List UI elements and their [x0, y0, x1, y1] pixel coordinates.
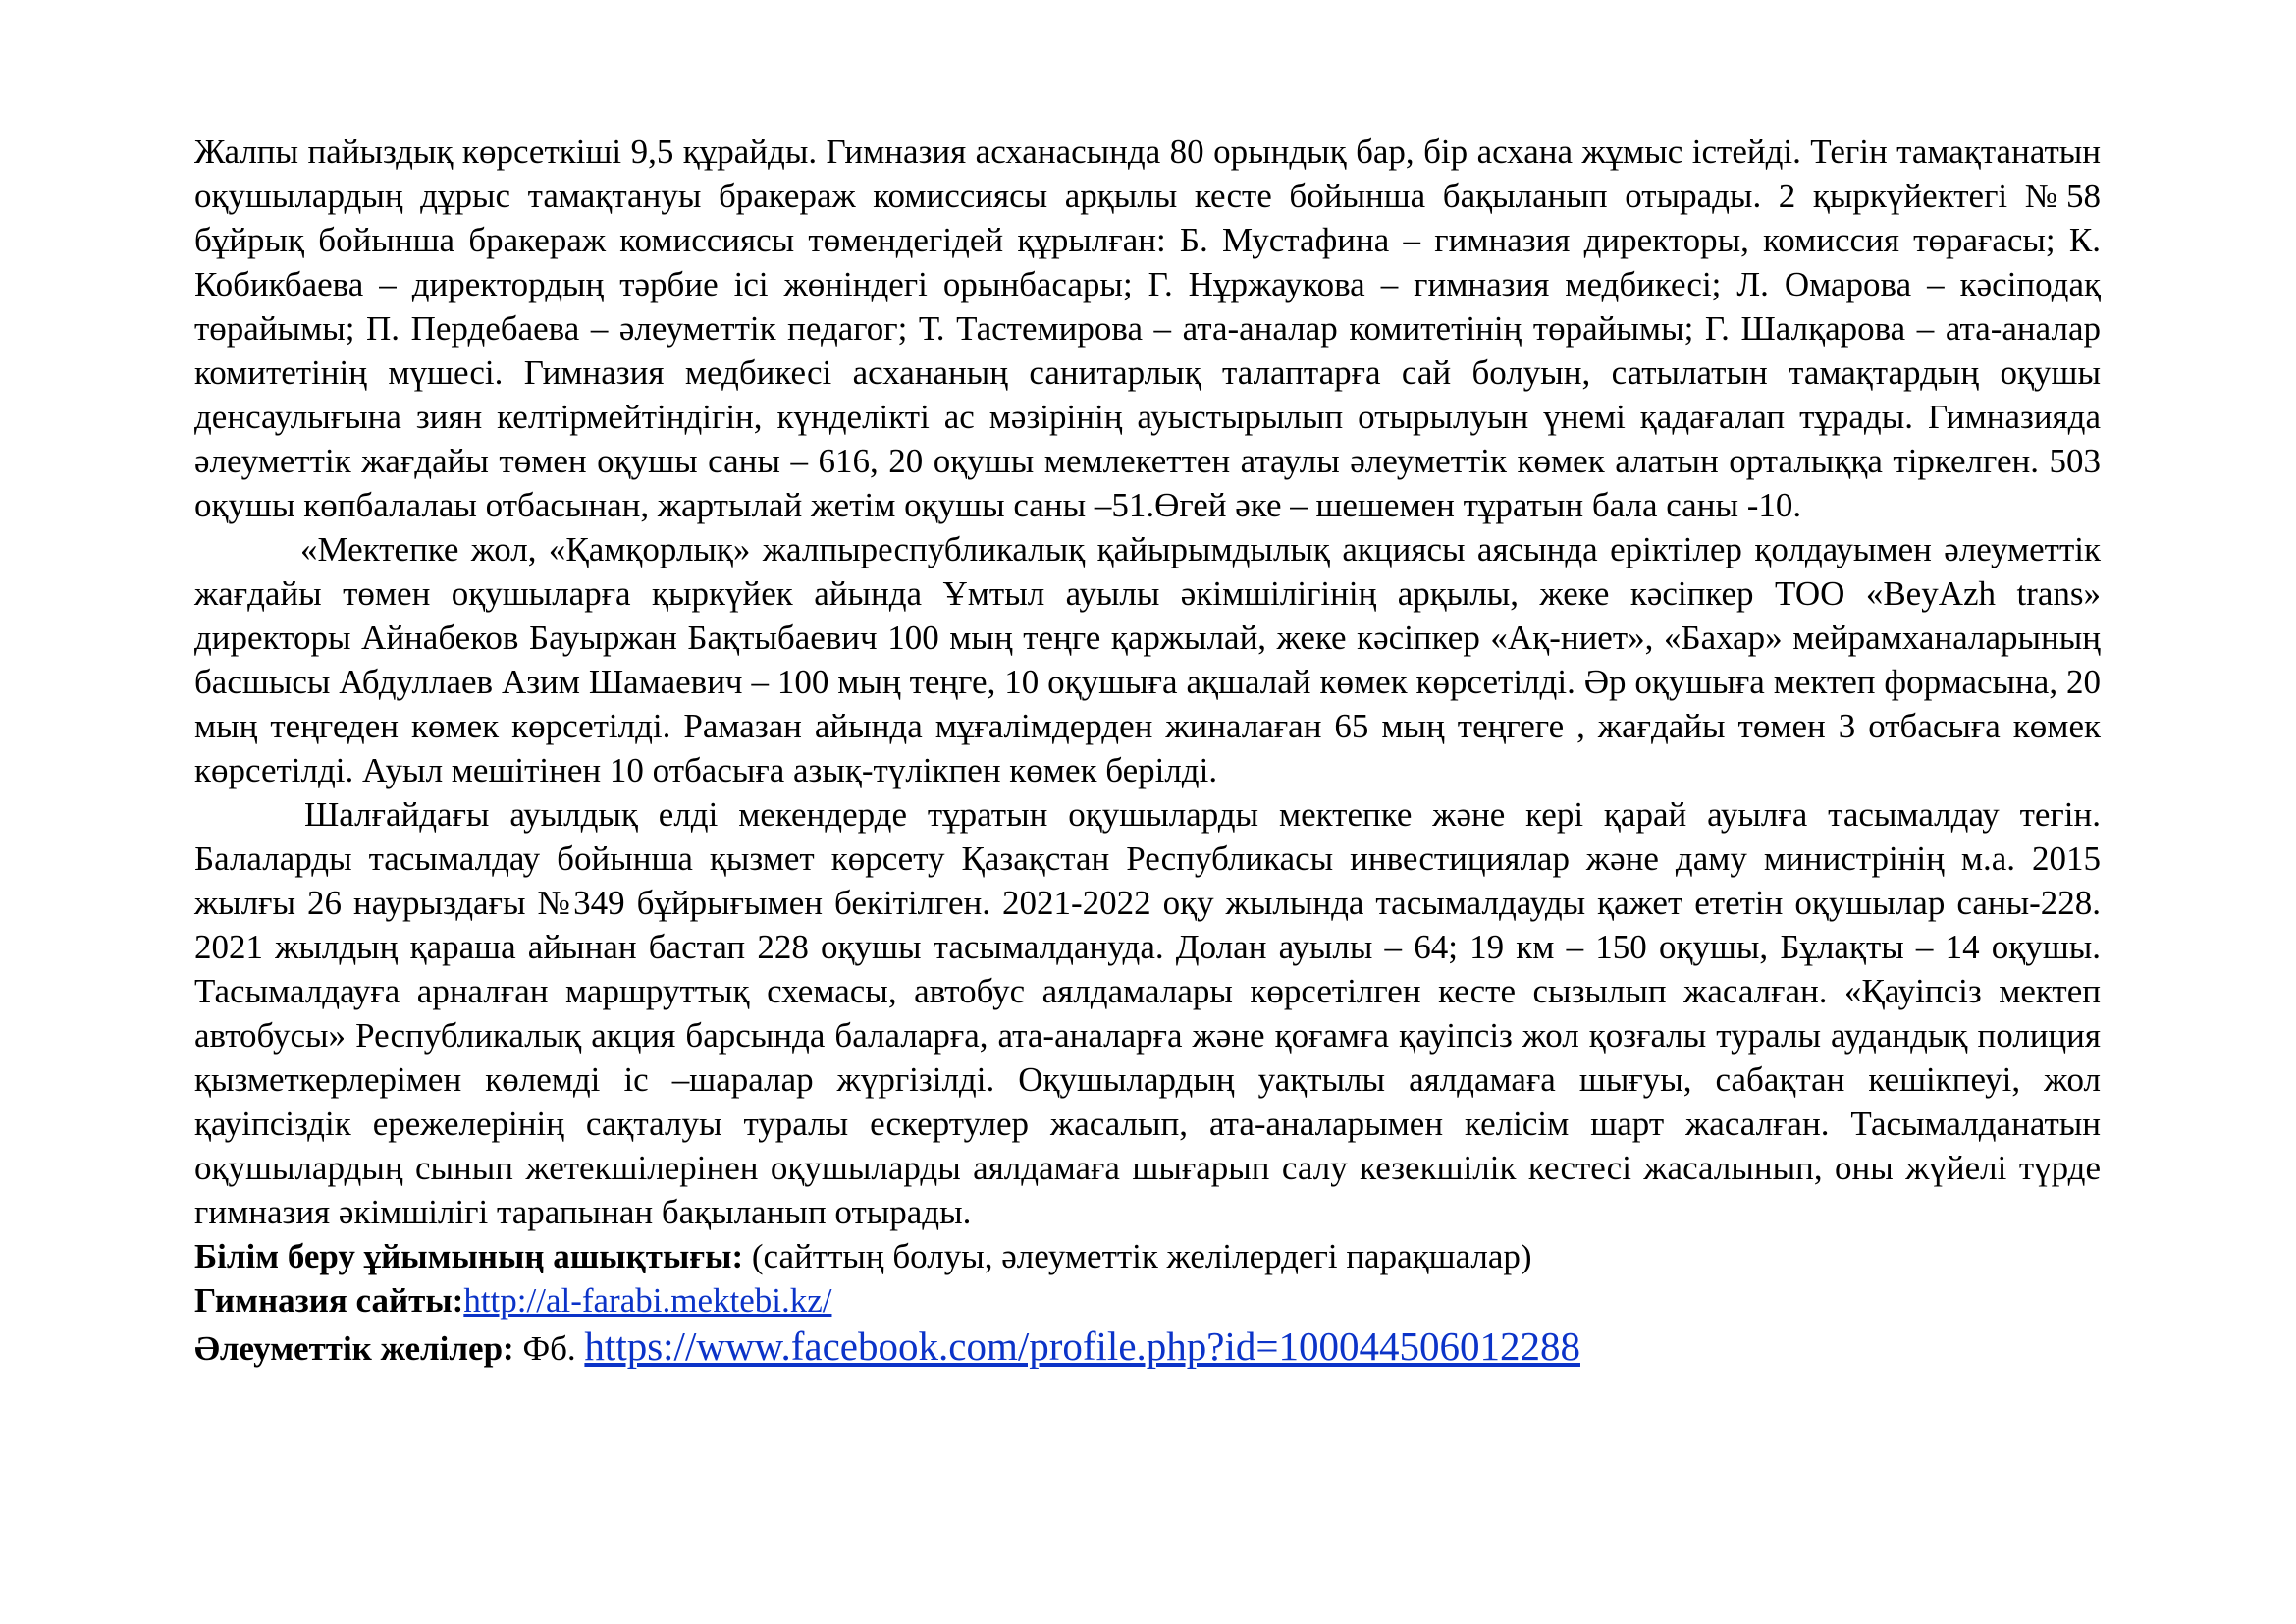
openness-line: [194, 1234, 2101, 1278]
website-label: Гимназия сайты:: [194, 1281, 464, 1320]
paragraph-transport: Шалғайдағы ауылдық елді мекендерде тұратын оқушыларды мектепке және кері қарай ауылға тасымалдау тегін. Балаларды тасымалдау бойынша қызмет көрсету Қазақстан Республикасы инвестициялар және даму министрінің м.а. 2015 жылғы 26 наурыздағы №349 бұйрығымен бекітілген. 2021-2022 оқу жылында тасымалдауды қажет ететін оқушылар саны-228. 2021 жылдың қараша айынан бастап 228 оқушы тасымалдануда. Долан ауылы – 64; 19 км – 150 оқушы, Бұлақты – 14 оқушы. Тасымалдауға арналған маршруттық схемасы, автобус аялдамалары көрсетілген кесте сызылып жасалған. «Қауіпсіз мектеп автобусы» Республикалық акция барсында балаларға, ата-аналарға және қоғамға қауіпсіз жол қозғалы туралы аудандық полиция қызметкерлерімен көлемді іс –шаралар жүргізілді. Оқушылардың уақтылы аялдамаға шығуы, сабақтан кешікпеуі, жол қауіпсіздік ережелерінің сақталуы туралы ескертулер жасалып, ата-аналарымен келісім шарт жасалған. Тасымалданатын оқушылардың сынып жетекшілерінен оқушыларды аялдамаға шығарып салу кезекшілік кестесі жасалынып, оны жүйелі түрде гимназия әкімшілігі тарапынан бақыланып отырады.: [194, 795, 2101, 1231]
social-prefix: Фб.: [513, 1329, 585, 1368]
website-line: [194, 1278, 2101, 1323]
paragraph-canteen: Жалпы пайыздық көрсеткіші 9,5 құрайды. Гимназия асханасында 80 орындық бар, бір асхана жұмыс істейді. Тегін тамақтанатын оқушылардың дұрыс тамақтануы бракераж комиссиясы арқылы кесте бойынша бақыланып отырады. 2 қыркүйектегі №58 бұйрық бойынша бракераж комиссиясы төмендегідей құрылған: Б. Мустафина – гимназия директоры, комиссия төрағасы; К. Кобикбаева – директордың тәрбие ісі жөніндегі орынбасары; Г. Нұржаукова – гимназия медбикесі; Л. Омарова – кәсіподақ төрайымы; П. Пердебаева – әлеуметтік педагог; Т. Тастемирова – ата-аналар комитетінің төрайымы; Г. Шалқарова – ата-аналар комитетінің мүшесі. Гимназия медбикесі асхананың санитарлық талаптарға сай болуын, сатылатын тамақтардың оқушы денсаулығына зиян келтірмейтіндігін, күнделікті ас мәзірінің ауыстырылып отырылуын үнемі қадағалап тұрады. Гимназияда әлеуметтік жағдайы төмен оқушы саны – 616, 20 оқушы мемлекеттен атаулы әлеуметтік көмек алатын орталыққа тіркелген. 503 оқушы көпбалалаы отбасынан, жартылай жетім оқушы саны –51.Өгей әке – шешемен тұратын бала саны -10.: [194, 133, 2101, 524]
paragraph-charity: «Мектепке жол, «Қамқорлық» жалпыреспубликалық қайырымдылық акциясы аясында еріктілер қолдауымен әлеуметтік жағдайы төмен оқушыларға қыркүйек айында Ұмтыл ауылы әкімшілігінің арқылы, жеке кәсіпкер ТОО «BeyAzh trans» директоры Айнабеков Бауыржан Бақтыбаевич 100 мың теңге қаржылай, жеке кәсіпкер «Ақ-ниет», «Бахар» мейрамханаларының басшысы Абдуллаев Азим Шамаевич – 100 мың теңге, 10 оқушыға ақшалай көмек көрсетілді. Әр оқушыға мектеп формасына, 20 мың теңгеден көмек көрсетілді. Рамазан айында мұғалімдерден жиналаған 65 мың теңгеге , жағдайы төмен 3 отбасыға көмек көрсетілді. Ауыл мешітінен 10 отбасыға азық-түлікпен көмек берілді.: [194, 530, 2101, 789]
social-line: [194, 1325, 2101, 1371]
website-link[interactable]: http://al-farabi.mektebi.kz/: [463, 1281, 832, 1320]
openness-text: (сайттың болуы, әлеуметтік желілердегі парақшалар): [743, 1237, 1532, 1275]
social-label: Әлеуметтік желілер:: [194, 1329, 514, 1368]
facebook-link[interactable]: https://www.facebook.com/profile.php?id=100044506012288: [584, 1324, 1580, 1369]
document-page: [194, 130, 2101, 1371]
openness-label: Білім беру ұйымының ашықтығы:: [194, 1237, 744, 1275]
